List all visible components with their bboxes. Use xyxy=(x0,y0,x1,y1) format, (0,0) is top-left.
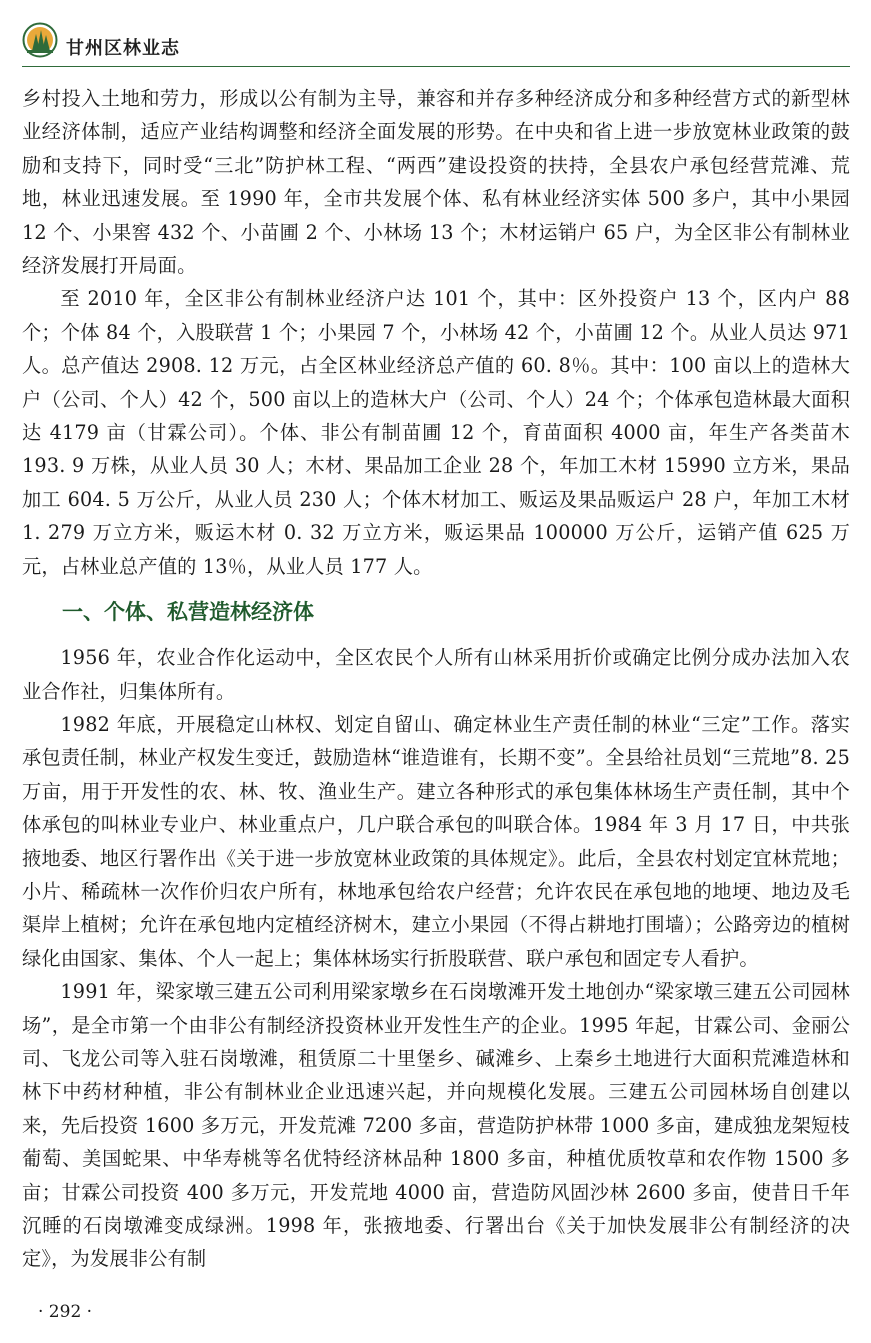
book-title: 甘州区林业志 xyxy=(66,38,180,59)
page-header xyxy=(22,22,850,67)
section-heading: 一、个体、私营造林经济体 xyxy=(62,600,314,625)
paragraph-1982: 1982 年底，开展稳定山林权、划定自留山、确定林业生产责任制的林业“三定”工作。落实承包责任制，林业产权发生变迁，鼓励造林“谁造谁有，长期不变”。全县给社员划“三荒地”8. 25 万亩，用于开发性的农、林、牧、渔业生产。建立各种形式的承包集体林场生产责任制，其中个体承包的叫林业专业户、林业重点户，几户联合承包的叫联合体。1984 年 3 月 17 日，中共张掖地委、地区行署作出《关于进一步放宽林业政策的具体规定》。此后，全县农村划定宜林荒地；小片、稀疏林一次作价归农户所有，林地承包给农户经营；允许农民在承包地的地埂、地边及毛渠岸上植树；允许在承包地内定植经济树木，建立小果园（不得占耕地打围墙）；公路旁边的植树绿化由国家、集体、个人一起上；集体林场实行折股联营、联户承包和固定专人看护。 xyxy=(22,712,850,970)
paragraph-1956: 1956 年，农业合作化运动中，全区农民个人所有山林采用折价或确定比例分成办法加入农业合作社，归集体所有。 xyxy=(22,646,850,703)
paragraph-2010-stats: 至 2010 年，全区非公有制林业经济户达 101 个，其中：区外投资户 13 个，区内户 88 个；个体 84 个，入股联营 1 个；小果园 7 个，小林场 42 个，小苗圃 12 个。从业人员达 971 人。总产值达 2908. 12 万元，占全区林业经济总产值的 60. 8％。其中：100 亩以上的造林大户（公司、个人）42 个，500 亩以上的造林大户（公司、个人）24 个；个体承包造林最大面积达 4179 亩（甘霖公司）。个体、非公有制苗圃 12 个，育苗面积 4000 亩，年生产各类苗木 193. 9 万株，从业人员 30 人；木材、果品加工企业 28 个，年加工木材 15990 立方米，果品加工 604. 5 万公斤，从业人员 230 人；个体木材加工、贩运及果品贩运户 28 户，年加工木材 1. 279 万立方米，贩运木材 0. 32 万立方米，贩运果品 100000 万公斤，运销产值 625 万元，占林业总产值的 13％，从业人员 177 人。 xyxy=(22,287,850,578)
page-content xyxy=(22,82,850,1276)
paragraph-1991: 1991 年，梁家墩三建五公司利用梁家墩乡在石岗墩滩开发土地创办“梁家墩三建五公司园林场”，是全市第一个由非公有制经济投资林业开发性生产的企业。1995 年起，甘霖公司、金丽公司、飞龙公司等入驻石岗墩滩，租赁原二十里堡乡、碱滩乡、上秦乡土地进行大面积荒滩造林和林下中药材种植，非公有制林业企业迅速兴起，并向规模化发展。三建五公司园林场自创建以来，先后投资 1600 多万元，开发荒滩 7200 多亩，营造防护林带 1000 多亩，建成独龙架短枝葡萄、美国蛇果、中华寿桃等名优特经济林品种 1800 多亩，种植优质牧草和农作物 1500 多亩；甘霖公司投资 400 多万元，开发荒地 4000 亩，营造防风固沙林 2600 多亩，使昔日千年沉睡的石岗墩滩变成绿洲。1998 年，张掖地委、行署出台《关于加快发展非公有制经济的决定》，为发展非公有制 xyxy=(22,980,850,1271)
page-number: · 292 · xyxy=(38,1302,93,1322)
paragraph-continuation: 乡村投入土地和劳力，形成以公有制为主导，兼容和并存多种经济成分和多种经营方式的新型林业经济体制，适应产业结构调整和经济全面发展的形势。在中央和省上进一步放宽林业政策的鼓励和支持下，同时受“三北”防护林工程、“两西”建设投资的扶持，全县农户承包经营荒滩、荒地，林业迅速发展。至 1990 年，全市共发展个体、私有林业经济实体 500 多户，其中小果园 12 个、小果窖 432 个、小苗圃 2 个、小林场 13 个；木材运销户 65 户，为全区非公有制林业经济发展打开局面。 xyxy=(22,87,850,278)
forest-logo-icon xyxy=(22,22,58,58)
